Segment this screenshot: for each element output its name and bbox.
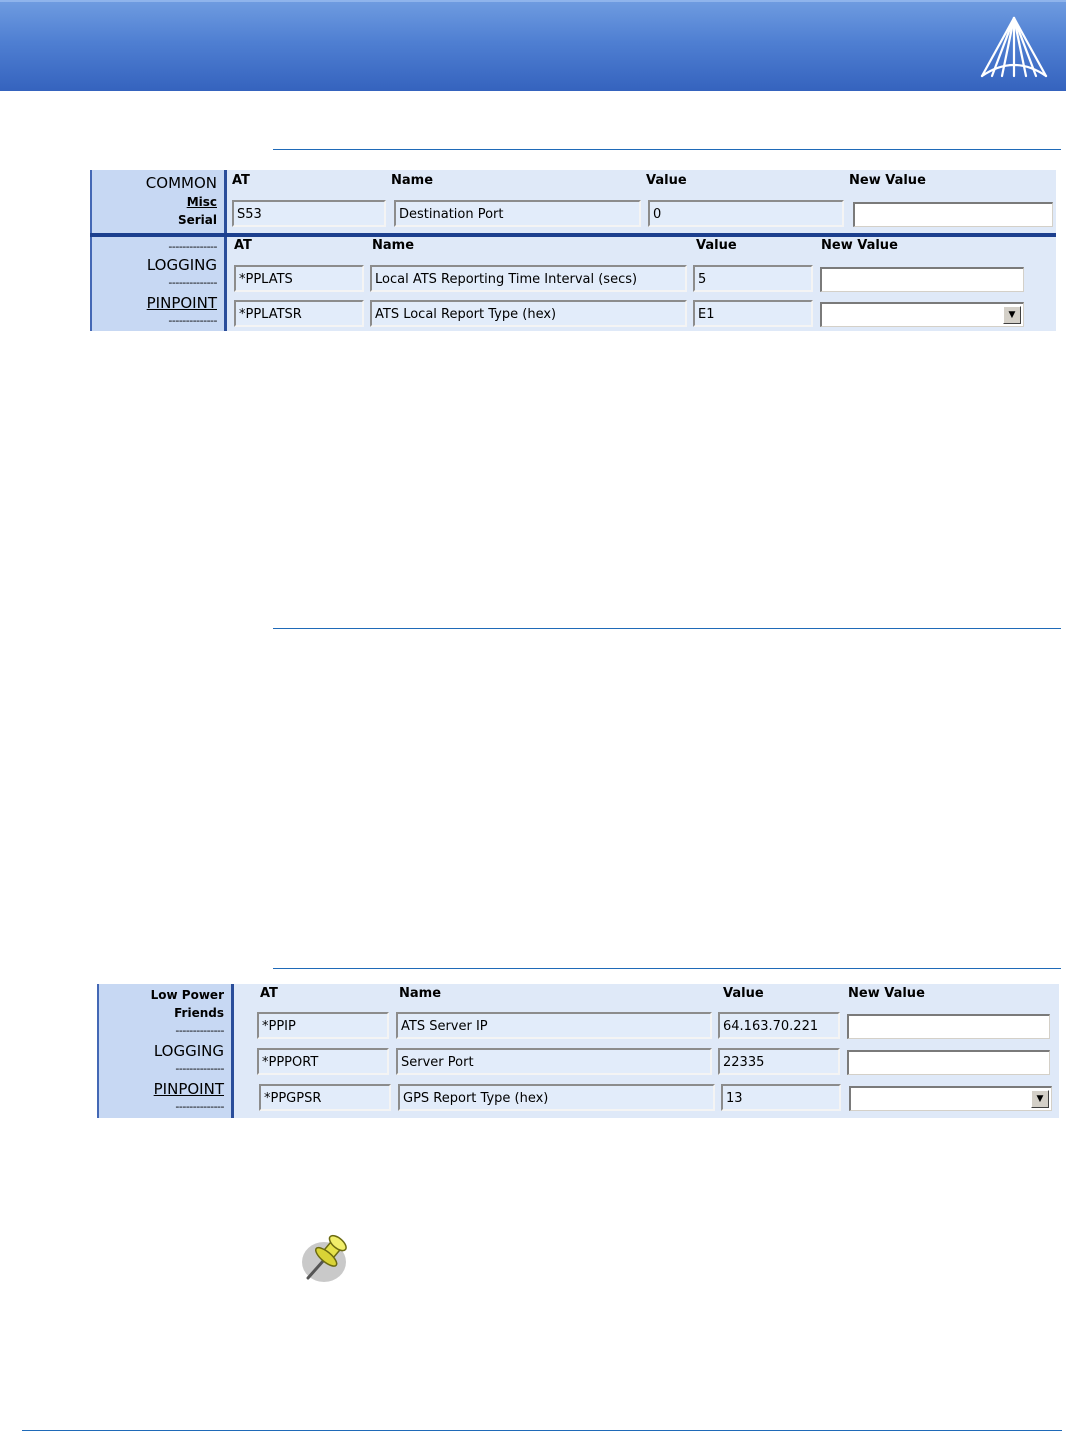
config-sidebar <box>90 170 227 331</box>
sidebar-dashes: -------------- <box>168 276 217 289</box>
new-value-input[interactable] <box>847 1014 1050 1039</box>
column-header-at: AT <box>232 173 250 188</box>
column-header-new-value: New Value <box>821 238 898 253</box>
value-field: 0 <box>648 200 844 227</box>
config-panel-pinpoint <box>97 984 1059 1118</box>
new-value-input[interactable] <box>820 267 1024 292</box>
sidebar-low-power[interactable]: Low Power <box>150 988 224 1002</box>
at-field: *PPLATS <box>234 265 364 292</box>
chevron-down-icon[interactable]: ▼ <box>1031 1090 1049 1108</box>
name-field: Destination Port <box>394 200 641 227</box>
footer-rule <box>22 1430 1062 1431</box>
sidebar-misc-link[interactable]: Misc <box>186 195 217 209</box>
sidebar-dashes: -------------- <box>175 1062 224 1075</box>
name-field: Local ATS Reporting Time Interval (secs) <box>370 265 687 292</box>
column-header-new-value: New Value <box>849 173 926 188</box>
sidebar-serial[interactable]: Serial <box>177 213 217 227</box>
section-rule-2 <box>273 628 1061 629</box>
sidebar-logging[interactable]: LOGGING <box>153 1042 224 1060</box>
sidebar-pinpoint-link[interactable]: PINPOINT <box>153 1080 224 1098</box>
value-field: 64.163.70.221 <box>718 1012 840 1039</box>
sidebar-dashes: -------------- <box>168 240 217 253</box>
column-header-new-value: New Value <box>848 986 925 1001</box>
config-panel-common <box>90 170 1056 331</box>
new-value-select[interactable] <box>849 1086 1052 1111</box>
new-value-input[interactable] <box>847 1050 1050 1075</box>
new-value-select[interactable] <box>820 302 1024 327</box>
name-field: GPS Report Type (hex) <box>398 1084 715 1111</box>
name-field: ATS Server IP <box>396 1012 712 1039</box>
name-field: Server Port <box>396 1048 712 1075</box>
pushpin-icon <box>300 1228 354 1284</box>
page-header <box>0 0 1066 91</box>
at-field: *PPGPSR <box>259 1084 391 1111</box>
config-sidebar <box>97 984 234 1118</box>
chevron-down-icon[interactable]: ▼ <box>1003 306 1021 324</box>
sidebar-pinpoint-link[interactable]: PINPOINT <box>146 294 217 312</box>
column-header-at: AT <box>234 238 252 253</box>
sidebar-friends[interactable]: Friends <box>174 1006 224 1020</box>
sidebar-dashes: -------------- <box>175 1100 224 1113</box>
column-header-value: Value <box>723 986 764 1001</box>
new-value-input[interactable] <box>853 202 1053 227</box>
at-field: *PPIP <box>257 1012 389 1039</box>
sidebar-common[interactable]: COMMON <box>145 174 217 192</box>
value-field: 5 <box>693 265 813 292</box>
column-header-value: Value <box>696 238 737 253</box>
section-rule-3 <box>273 968 1061 969</box>
sidebar-dashes: -------------- <box>175 1024 224 1037</box>
column-header-name: Name <box>372 238 415 253</box>
panel-divider <box>90 233 1056 237</box>
airlink-logo-icon <box>978 14 1050 80</box>
value-field: E1 <box>693 300 813 327</box>
at-field: S53 <box>232 200 386 227</box>
value-field: 22335 <box>718 1048 840 1075</box>
value-field: 13 <box>721 1084 841 1111</box>
at-field: *PPLATSR <box>234 300 364 327</box>
column-header-at: AT <box>260 986 278 1001</box>
sidebar-dashes: -------------- <box>168 314 217 327</box>
sidebar-logging[interactable]: LOGGING <box>146 256 217 274</box>
at-field: *PPPORT <box>257 1048 389 1075</box>
name-field: ATS Local Report Type (hex) <box>370 300 687 327</box>
section-rule-1 <box>273 149 1061 150</box>
column-header-name: Name <box>399 986 442 1001</box>
column-header-name: Name <box>391 173 434 188</box>
column-header-value: Value <box>646 173 687 188</box>
